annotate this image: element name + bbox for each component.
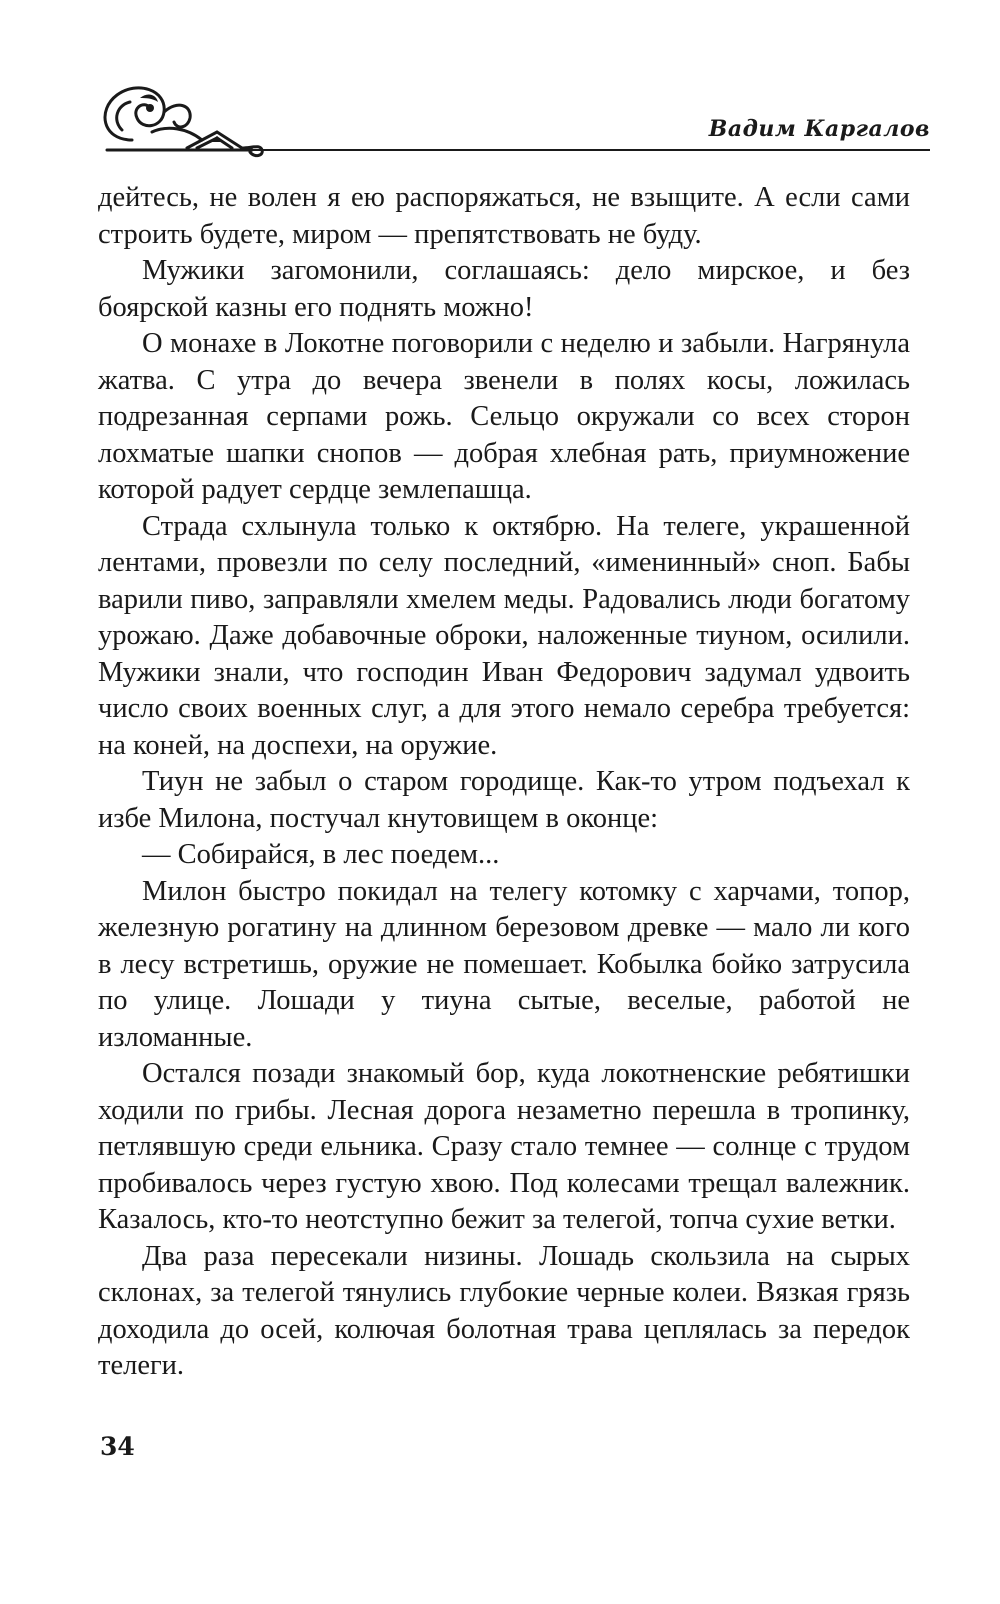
body-text	[98, 180, 910, 1385]
paragraph: О монахе в Локотне поговорили с неделю и забыли. Нагрянула жатва. С утра до вечера звенели в полях косы, ложилась подрезанная серпами рожь. Сельцо окружали со всех сторон лохматые шапки снопов — добрая хлебная рать, приумножение которой радует сердце землепашца.	[98, 328, 910, 505]
page-header	[92, 70, 930, 160]
page-number: 34	[100, 1432, 135, 1461]
paragraph: дейтесь, не волен я ею распоряжаться, не взыщите. А если сами строить будете, миром — препятствовать не буду.	[98, 182, 910, 250]
paragraph: Страда схлынула только к октябрю. На телеге, украшенной лентами, провезли по селу последний, «именинный» сноп. Бабы варили пиво, заправляли хмелем меды. Радовались люди богатому урожаю. Даже добавочные оброки, наложенные тиуном, осилили. Мужики знали, что господин Иван Федорович задумал удвоить число своих военных слуг, а для этого немало серебра требуется: на коней, на доспехи, на оружие.	[98, 510, 910, 761]
paragraph: Мужики загомонили, соглашаясь: дело мирское, и без боярской казны его поднять можно!	[98, 255, 910, 323]
paragraph: — Собирайся, в лес поедем...	[142, 839, 500, 870]
ornament-icon	[92, 70, 272, 160]
running-title: Вадим Каргалов	[708, 116, 930, 142]
paragraph: Милон быстро покидал на телегу котомку с харчами, топор, железную рогатину на длинном березовом древке — мало ли кого в лесу встретишь, оружие не помешает. Кобылка бойко затрусила по улице. Лошади у тиуна сытые, веселые, работой не изломанные.	[98, 875, 910, 1053]
paragraph: Остался позади знакомый бор, куда локотненские ребятишки ходили по грибы. Лесная дорога незаметно перешла в тропинку, петлявшую среди ельника. Сразу стало темнее — солнце с трудом пробивалось через густую хвою. Под колесами трещал валежник. Казалось, кто-то неотступно бежит за телегой, топча сухие ветки.	[98, 1058, 910, 1235]
paragraph: Тиун не забыл о старом городище. Как-то утром подъехал к избе Милона, постучал кнутовищем в оконце:	[98, 766, 910, 834]
paragraph: Два раза пересекали низины. Лошадь скользила на сырых склонах, за телегой тянулись глубокие черные колеи. Вязкая грязь доходила до осей, колючая болотная трава цеплялась за передок телеги.	[98, 1240, 910, 1381]
header-rule	[252, 149, 930, 151]
